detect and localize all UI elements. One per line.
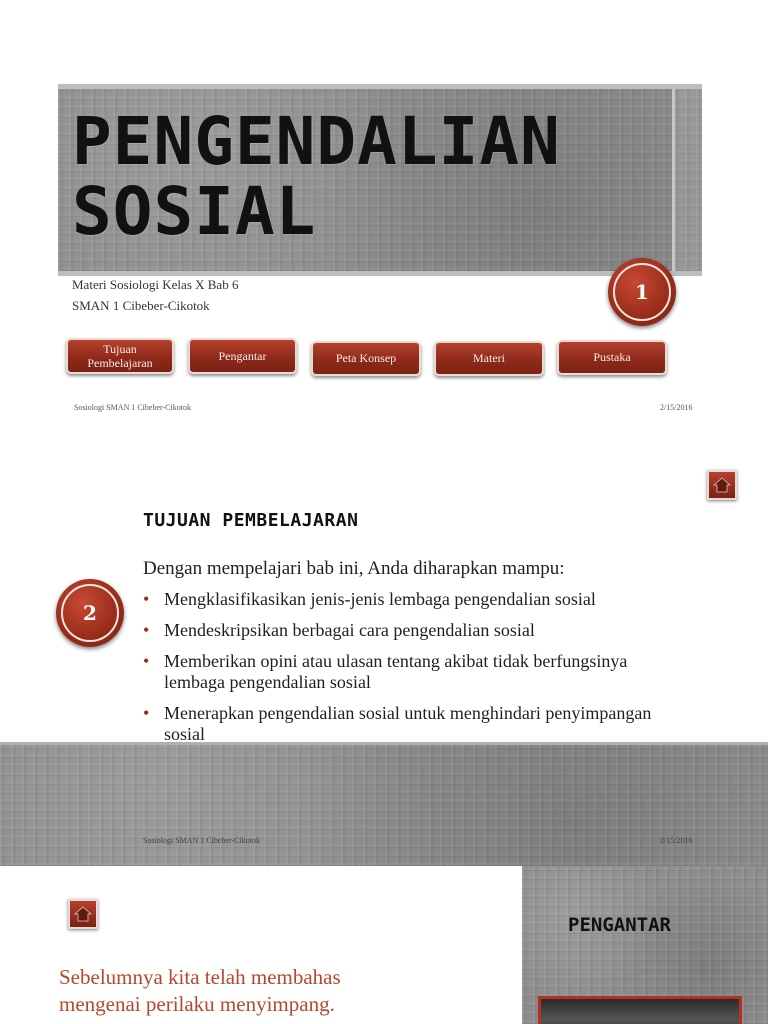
nav-button-pengantar[interactable] — [188, 338, 297, 374]
objective-list — [143, 589, 683, 755]
slide-number-badge — [608, 258, 676, 326]
list-item-text: Mengklasifikasikan jenis-jenis lembaga pengendalian sosial — [164, 589, 596, 609]
banner-side-strip — [672, 89, 702, 271]
bullet: • — [143, 589, 150, 609]
nav-label-line-1: Tujuan — [103, 341, 137, 356]
bottom-concrete-band — [0, 742, 768, 866]
title-banner — [58, 84, 702, 276]
nav-button-pustaka[interactable] — [557, 340, 667, 375]
nav-label-line-2: Pembelajaran — [87, 356, 153, 370]
title-line-1: PENGENDALIAN — [72, 103, 561, 180]
slide-3 — [0, 866, 768, 1024]
photo-frame — [538, 996, 742, 1024]
slide-2 — [0, 430, 768, 866]
slide-number-badge — [56, 579, 124, 647]
list-item-text: Mendeskripsikan berbagai cara pengendalian sosial — [164, 620, 535, 640]
bullet: • — [143, 620, 150, 640]
slide-1 — [0, 0, 768, 430]
home-button[interactable] — [68, 899, 98, 929]
list-item — [143, 589, 683, 610]
nav-label: Peta Konsep — [335, 351, 397, 366]
subtitle-line-1: Materi Sosiologi Kelas X Bab 6 — [72, 277, 239, 292]
nav-button-peta-konsep[interactable] — [311, 341, 421, 376]
side-panel — [522, 866, 768, 1024]
nav-button-tujuan[interactable] — [66, 338, 174, 374]
badge-number: 1 — [635, 280, 649, 304]
badge-number: 2 — [83, 601, 97, 625]
bullet: • — [143, 651, 150, 671]
nav-label: Materi — [473, 351, 505, 366]
list-item-text: Menerapkan pengendalian sosial untuk menghindari penyimpangan sosial — [164, 703, 652, 744]
section-heading: TUJUAN PEMBELAJARAN — [143, 510, 359, 531]
footer-left: Sosiologi SMAN 1 Cibeber-Cikotok — [143, 836, 260, 845]
list-item-text: Memberikan opini atau ulasan tentang akibat tidak berfungsinya lembaga pengendalian sosial — [164, 651, 628, 692]
intro-paragraph — [59, 964, 509, 1018]
intro-text: Dengan mempelajari bab ini, Anda diharapkan mampu: — [143, 558, 565, 579]
paragraph-line-2: mengenai perilaku menyimpang. — [59, 992, 335, 1016]
list-item — [143, 620, 683, 641]
subtitle — [72, 274, 238, 316]
subtitle-line-2: SMAN 1 Cibeber-Cikotok — [72, 298, 210, 313]
home-button[interactable] — [707, 470, 737, 500]
list-item — [143, 651, 683, 693]
list-item — [143, 703, 683, 745]
nav-label: Pengantar — [218, 348, 267, 363]
page-title — [72, 103, 561, 250]
side-panel-heading: PENGANTAR — [568, 914, 671, 936]
title-line-2: SOSIAL — [72, 173, 317, 250]
nav-button-materi[interactable] — [434, 341, 544, 376]
bullet: • — [143, 703, 150, 723]
footer-left: Sosiologi SMAN 1 Cibeber-Cikotok — [74, 403, 191, 412]
home-icon — [713, 477, 731, 493]
footer-date: 2/15/2016 — [660, 836, 693, 845]
paragraph-line-1: Sebelumnya kita telah membahas — [59, 965, 341, 989]
home-icon — [74, 906, 92, 922]
footer-date: 2/15/2016 — [660, 403, 693, 412]
nav-label: Pustaka — [593, 350, 631, 365]
